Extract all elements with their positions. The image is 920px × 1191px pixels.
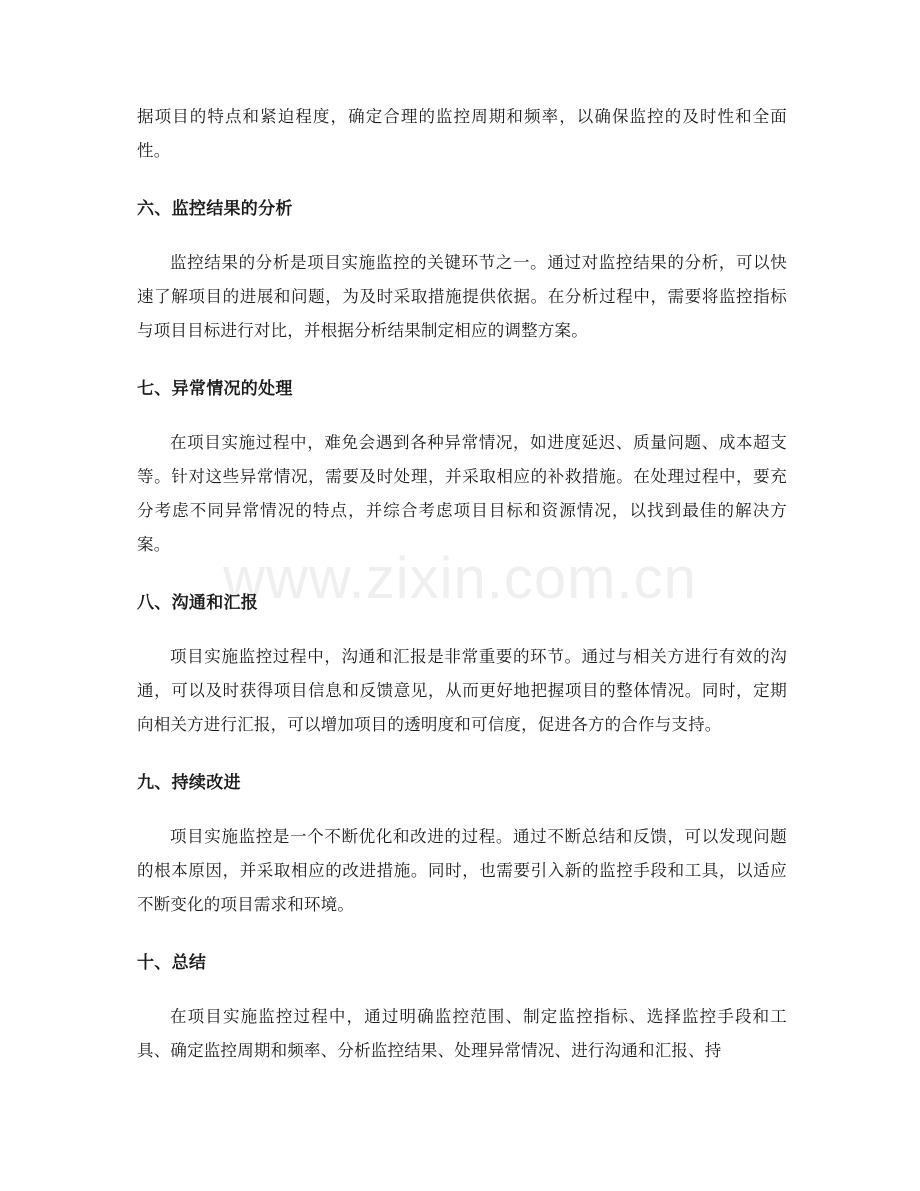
section-6-paragraph: 监控结果的分析是项目实施监控的关键环节之一。通过对监控结果的分析，可以快速了解项目的进展和问题，为及时采取措施提供依据。在分析过程中，需要将监控指标与项目目标进行对比，并根据分析结果制定相应的调整方案。 [137,253,787,340]
intro-paragraph: 据项目的特点和紧迫程度，确定合理的监控周期和频率，以确保监控的及时性和全面性。 [137,107,787,160]
document-body [137,100,787,1068]
section-7-heading: 七、异常情况的处理 [137,379,293,399]
section-10-heading: 十、总结 [137,953,207,973]
section-8-paragraph: 项目实施监控过程中，沟通和汇报是非常重要的环节。通过与相关方进行有效的沟通，可以及时获得项目信息和反馈意见，从而更好地把握项目的整体情况。同时，定期向相关方进行汇报，可以增加项目的透明度和可信度，促进各方的合作与支持。 [137,647,787,734]
section-9-paragraph: 项目实施监控是一个不断优化和改进的过程。通过不断总结和反馈，可以发现问题的根本原因，并采取相应的改进措施。同时，也需要引入新的监控手段和工具，以适应不断变化的项目需求和环境。 [137,827,787,914]
section-8-heading: 八、沟通和汇报 [137,593,259,613]
section-9-heading: 九、持续改进 [137,773,241,793]
watermark: www.zixin.com.cn [223,546,697,611]
section-7-paragraph: 在项目实施过程中，难免会遇到各种异常情况，如进度延迟、质量问题、成本超支等。针对这些异常情况，需要及时处理，并采取相应的补救措施。在处理过程中，要充分考虑不同异常情况的特点，并综合考虑项目目标和资源情况，以找到最佳的解决方案。 [137,433,787,554]
section-6-heading: 六、监控结果的分析 [137,199,293,219]
section-10-paragraph: 在项目实施监控过程中，通过明确监控范围、制定监控指标、选择监控手段和工具、确定监控周期和频率、分析监控结果、处理异常情况、进行沟通和汇报、持 [137,1007,787,1060]
